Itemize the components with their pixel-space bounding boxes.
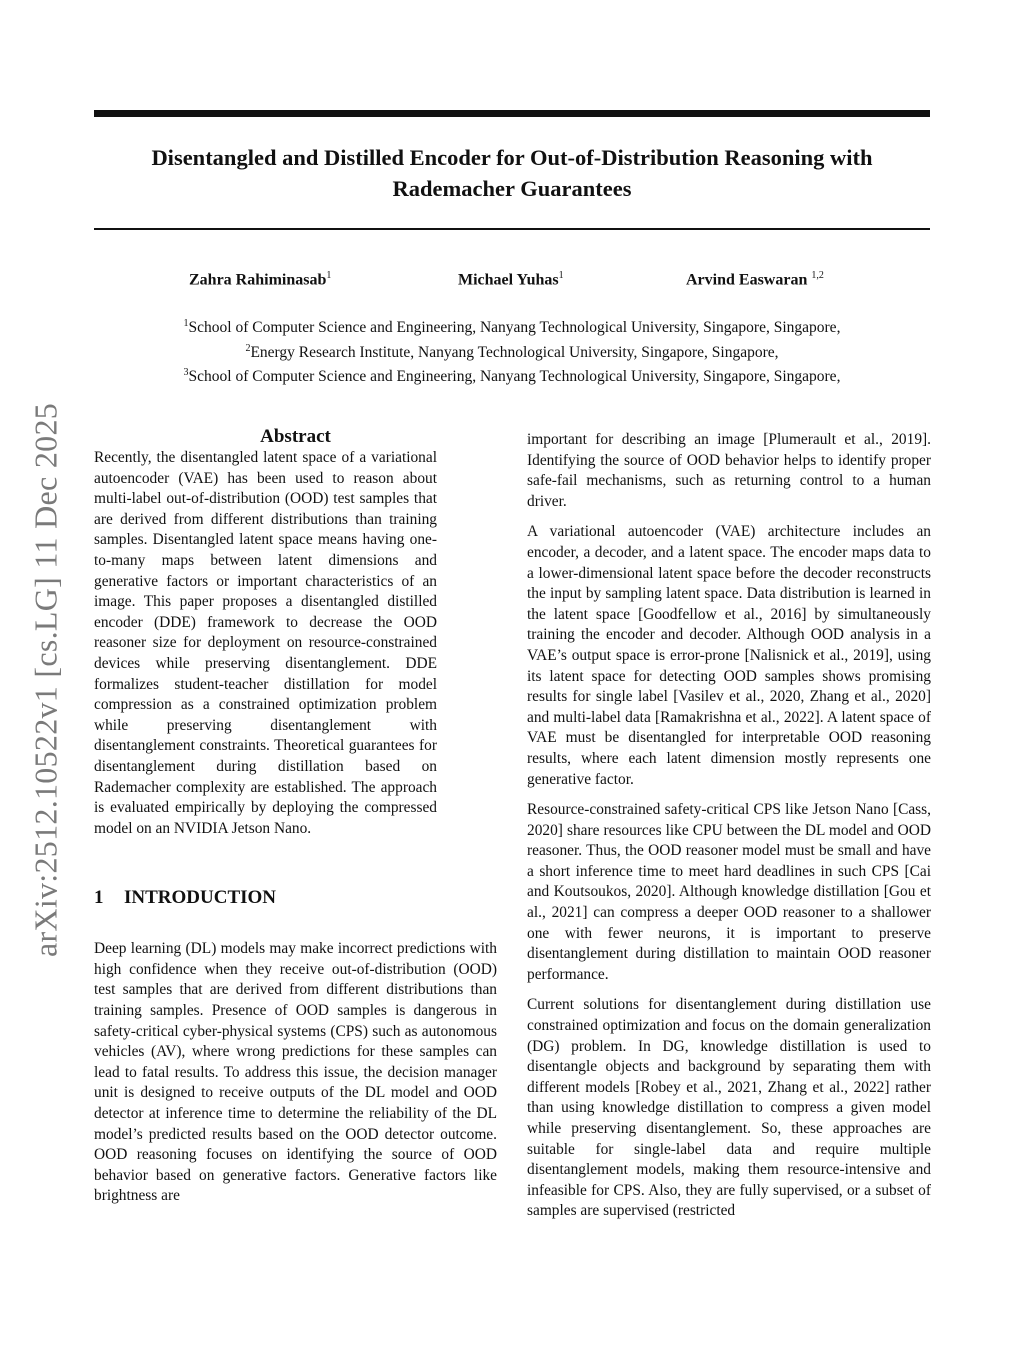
arxiv-identifier: arXiv:2512.10522v1 [cs.LG] 11 Dec 2025 (27, 402, 64, 958)
author-1 (189, 270, 331, 289)
affiliation-mark: 2 (245, 342, 251, 354)
affiliation-1 (94, 314, 930, 339)
abstract-heading: Abstract (260, 426, 331, 447)
affiliation-2 (94, 339, 930, 364)
section-number: 1 (94, 887, 104, 909)
abstract-text: Recently, the disentangled latent space of a variational autoencoder (VAE) has been used to reason about multi-label out-of-distribution (OOD) test samples that are derived from different distributions than training samples. Disentangled latent space means having one-to-many maps between latent dimensions and generative factors or important characteristics of an image. This paper proposes a disentangled distilled encoder (DDE) framework to decrease the OOD reasoner size for deployment on resource-constrained devices while preserving disentanglement. DDE formalizes student-teacher distillation for model compression as a constrained optimization problem while preserving disentanglement with disentanglement constraints. Theoretical guarantees for disentanglement during distillation based on Rademacher complexity are established. The approach is evaluated empirically by deploying the compressed model on an NVIDIA Jetson Nano. (94, 449, 437, 837)
affiliation-text: School of Computer Science and Engineering, Nanyang Technological University, Singapore, Singapore, (188, 368, 841, 386)
intro-paragraph-3: A variational autoencoder (VAE) architecture includes an encoder, a decoder, and a latent space. The encoder maps data to a lower-dimensional latent space before the decoder reconstructs the input by sampling latent space. Data distribution is learned in the latent space [Goodfellow et al., 2016] by simultaneously training the encoder and decoder. Although OOD analysis in a VAE’s output space is error-prone [Nalisnick et al., 2019], using its latent space for detecting OOD samples shows promising results for single label [Vasilev et al., 2020, Zhang et al., 2020] and multi-label data [Ramakrishna et al., 2022]. A latent space of VAE must be disentangled for interpretable OOD reasoning results, where each latent dimension mostly represents one generative factor. (527, 523, 931, 788)
author-name: Zahra Rahiminasab (189, 271, 327, 289)
author-2 (458, 270, 564, 289)
author-affil-mark: 1 (558, 270, 564, 281)
affiliation-text: Energy Research Institute, Nanyang Technological University, Singapore, Singapore, (250, 343, 779, 361)
title-rule (94, 228, 930, 230)
intro-paragraph-2: important for describing an image [Plumerault et al., 2019]. Identifying the source of OOD behavior helps to identify proper safe-fail mechanisms, such as returning control to a human driver. (527, 431, 931, 510)
affiliation-3 (94, 363, 930, 388)
top-rule (94, 110, 930, 117)
author-name: Arvind Easwaran (686, 271, 808, 289)
author-3 (686, 270, 824, 289)
author-affil-mark: 1 (326, 270, 332, 281)
intro-paragraph-5: Current solutions for disentanglement during distillation use constrained optimization and focus on the domain generalization (DG) problem. In DG, knowledge distillation is used to disentangle objects and background by separating them with different models [Robey et al., 2021, Zhang et al., 2022] rather than using knowledge distillation to compress a given model while preserving disentanglement. So, these approaches are suitable for single-label data and require multiple disentanglement models, making them resource-intensive and infeasible for CPS. Also, they are fully supervised, or a subset of samples are supervised (restricted (527, 996, 931, 1220)
author-name: Michael Yuhas (458, 271, 559, 289)
author-list (0, 270, 1024, 294)
left-column (94, 420, 497, 1207)
affiliations (94, 314, 930, 388)
section-heading-introduction (94, 887, 497, 909)
paper-title: Disentangled and Distilled Encoder for Out-of-Distribution Reasoning with Rademacher Guarantees (151, 145, 873, 201)
section-title: INTRODUCTION (124, 887, 277, 909)
author-affil-mark: 1,2 (811, 270, 824, 281)
intro-paragraph-1: Deep learning (DL) models may make incorrect predictions with high confidence when they receive out-of-distribution (OOD) test samples that are derived from different distributions than training samples. Presence of OOD samples is dangerous in safety-critical cyber-physical systems (CPS) such as autonomous vehicles (AV), where wrong predictions for these samples can lead to fatal results. To address this issue, the decision manager unit is designed to receive outputs of the DL model and OOD detector at inference time to determine the reliability of the DL model’s predicted results based on the OOD detector outcome. OOD reasoning focuses on identifying the source of OOD behavior based on generative factors. Generative factors like brightness are (94, 940, 497, 1205)
right-column (527, 430, 931, 1222)
affiliation-mark: 3 (183, 367, 189, 379)
affiliation-text: School of Computer Science and Engineering, Nanyang Technological University, Singapore, Singapore, (188, 319, 841, 337)
intro-paragraph-4: Resource-constrained safety-critical CPS like Jetson Nano [Cass, 2020] share resources like CPU between the DL model and OOD reasoner. Thus, the OOD reasoner model must be small and have a short inference time to meet hard deadlines in such CPS [Cai and Koutsoukos, 2020]. Although knowledge distillation [Gou et al., 2021] can compress a deeper OOD reasoner to a shallower one with fewer neurons, it is important to preserve disentanglement during distillation to maintain OOD reasoner performance. (527, 801, 931, 983)
affiliation-mark: 1 (183, 318, 189, 329)
